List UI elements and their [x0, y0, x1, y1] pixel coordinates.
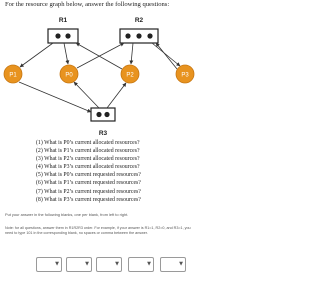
question-list [36, 139, 141, 204]
edge-r2-p3 [152, 43, 180, 66]
question-item: (4) What is P3’s current allocated resources? [36, 164, 140, 171]
question-item: (8) What is P3’s current requested resources? [36, 196, 141, 203]
question-item: (1) What is P0’s current allocated resources? [36, 140, 140, 146]
question-item: (6) What is P1’s current requested resources? [36, 180, 141, 187]
edge-r1-p1 [20, 43, 53, 67]
answer-dropdown-5[interactable] [160, 257, 186, 272]
resource-r3 [91, 108, 115, 121]
resource-r2 [120, 29, 158, 43]
process-label-p2: P2 [126, 72, 134, 79]
chevron-down-icon: ▼ [85, 261, 89, 267]
resource-r1 [48, 29, 78, 43]
question-item: (7) What is P2’s current requested resources? [36, 188, 141, 195]
resource-label-r1: R1 [58, 17, 68, 24]
question-item: (5) What is P0’s current requested resources? [36, 172, 141, 179]
question-intro: For the resource graph below, answer the following questions: [5, 1, 170, 8]
answer-note: Note: for all questions, answer them in R1R2R3 order. For example, if your answer is R1=1, R2=0, and R3=1, you need to type 101 in the corresponding blank, no spaces or comma between the answer. [5, 226, 191, 235]
edge-r3-p0 [74, 82, 99, 108]
edge-p3-r2 [156, 43, 177, 69]
chevron-down-icon: ▼ [147, 261, 151, 267]
edge-r2-p2 [131, 43, 133, 64]
answer-blanks [36, 257, 196, 273]
resource-allocation-graph [0, 12, 200, 138]
chevron-down-icon: ▼ [115, 261, 119, 267]
chevron-down-icon: ▼ [55, 261, 59, 267]
answer-dropdown-2[interactable] [66, 257, 92, 272]
answer-dropdown-1[interactable] [36, 257, 62, 272]
answer-dropdown-4[interactable] [128, 257, 154, 272]
process-label-p0: P0 [65, 72, 73, 79]
resource-label-r2: R2 [134, 17, 144, 24]
resource-label-r3: R3 [98, 130, 108, 137]
process-label-p3: P3 [181, 72, 189, 79]
edge-r1-p0 [64, 43, 68, 64]
process-label-p1: P1 [9, 72, 17, 79]
process-p1 [4, 65, 22, 83]
answer-dropdown-3[interactable] [96, 257, 122, 272]
question-item: (2) What is P1’s current allocated resources? [36, 148, 140, 155]
process-p3 [176, 65, 194, 83]
edge-p0-r2 [77, 43, 124, 68]
process-p2 [121, 65, 139, 83]
process-p0 [60, 65, 78, 83]
edge-r3-p2 [107, 83, 126, 108]
question-item: (3) What is P2’s current allocated resources? [36, 156, 140, 163]
chevron-down-icon: ▼ [179, 261, 183, 267]
answer-instructions: Put your answer in the following blanks, one per blank, from left to right. [5, 212, 129, 217]
edge-p1-r3 [19, 82, 91, 112]
